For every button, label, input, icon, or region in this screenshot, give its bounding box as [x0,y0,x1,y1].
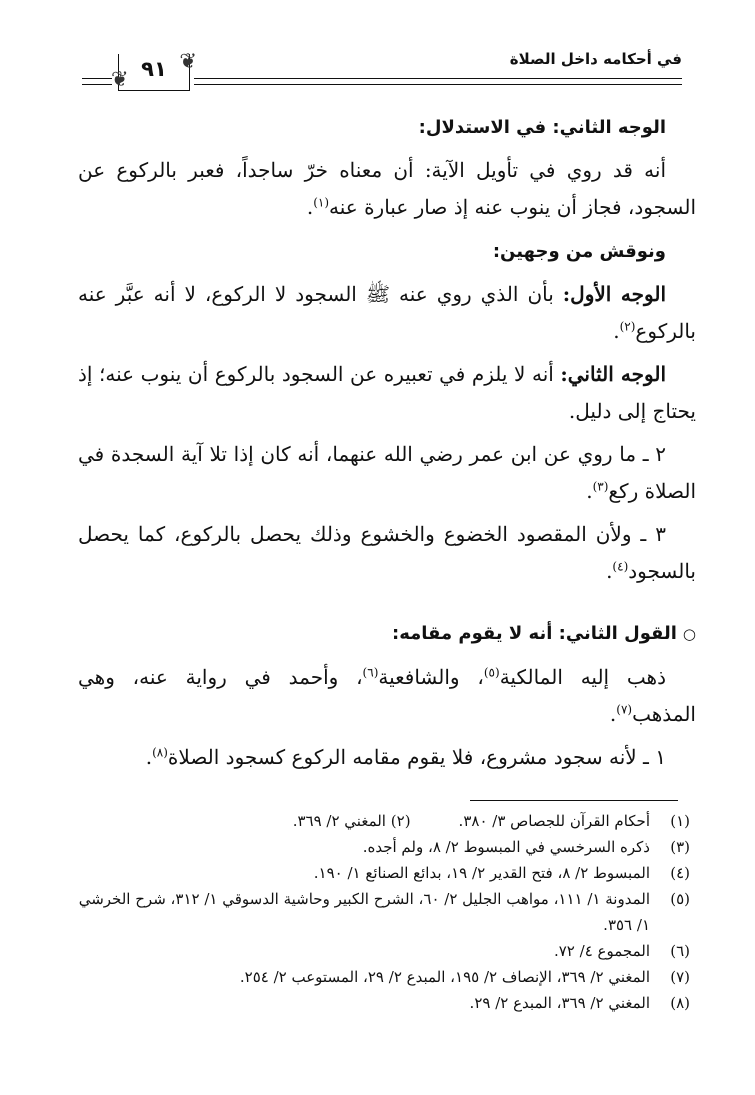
ornament-icon: ❦ [111,67,129,91]
footnote: (١) أحكام القرآن للجصاص ٣/ ٣٨٠.(٢) المغني ٢/ ٣٦٩. [292,812,690,830]
footnote: (٨) المغني ٢/ ٣٦٩، المبدع ٢/ ٢٩. [469,994,690,1012]
footnote-ref: (٥) [483,665,500,680]
paragraph: ٢ ـ ما روي عن ابن عمر رضي الله عنهما، أنه كان إذا تلا آية السجدة في الصلاة ركع$^{(٣)}$. [78,442,696,503]
page-header [82,48,682,98]
footnote: (٧) المغني ٢/ ٣٦٩، الإنصاف ٢/ ١٩٥، المبدع ٢/ ٢٩، المستوعب ٢/ ٢٥٤. [239,968,690,986]
header-rule [194,78,682,85]
spacer [78,596,696,614]
footnote-separator [470,800,678,801]
footnote-ref: (١) [313,195,330,210]
section-heading: الوجه الثاني: في الاستدلال: [418,117,666,138]
running-title: في أحكامه داخل الصلاة [509,50,682,68]
section-heading: ونوقش من وجهين: [492,241,666,262]
paragraph: الوجه الثاني: أنه لا يلزم في تعبيره عن السجود بالركوع أن ينوب عنه؛ إذ يحتاج إلى دليل. [78,362,696,423]
circle-bullet-icon: ○ [682,625,696,643]
page-number-box [111,49,197,91]
paragraph: الوجه الأول: بأن الذي روي عنه ﷺ السجود لا الركوع، لا أنه عبَّر عنه بالركوع$^{(٢)}$. [78,282,696,343]
paragraph: ذهب إليه المالكية$^{(٥)}$، والشافعية$^{(٦)}$، وأحمد في رواية عنه، وهي المذهب$^{(٧)}$. [78,665,696,726]
main-text [78,108,696,782]
footnote: (٦) المجموع ٤/ ٧٢. [553,942,690,960]
footnotes [78,808,690,1016]
header-rule-short [82,78,112,85]
footnote-ref: (٢) [619,319,636,334]
footnote: (٥) المدونة ١/ ١١١، مواهب الجليل ٢/ ٦٠، الشرح الكبير وحاشية الدسوقي ١/ ٣١٢، شرح الخرشي ١/ ٣٥٦. [78,890,690,934]
footnote: (٤) المبسوط ٢/ ٨، فتح القدير ٢/ ١٩، بدائع الصنائع ١/ ١٩٠. [313,864,690,882]
footnote-ref: (٤) [612,559,629,574]
paragraph: أنه قد روي في تأويل الآية: أن معناه خرّ ساجداً، فعبر بالركوع عن السجود، فجاز أن ينوب عنه إذ صار عبارة عنه$^{(١)}$. [78,158,696,219]
ornament-icon: ❦ [179,49,197,73]
footnote-ref: (٨) [152,745,168,760]
section-heading: ○القول الثاني: أنه لا يقوم مقامه: [392,623,696,644]
paragraph: ١ ـ لأنه سجود مشروع، فلا يقوم مقامه الركوع كسجود الصلاة$^{(٨)}$. [145,745,666,769]
footnote-ref: (٣) [592,479,609,494]
page-number: ٩١ [141,57,167,81]
footnote-ref: (٧) [616,702,633,717]
footnote: (٣) ذكره السرخسي في المبسوط ٢/ ٨، ولم أجده. [362,838,690,856]
footnote-ref: (٦) [362,665,379,680]
paragraph: ٣ ـ ولأن المقصود الخضوع والخشوع وذلك يحصل بالركوع، كما يحصل بالسجود$^{(٤)}$. [78,522,696,583]
